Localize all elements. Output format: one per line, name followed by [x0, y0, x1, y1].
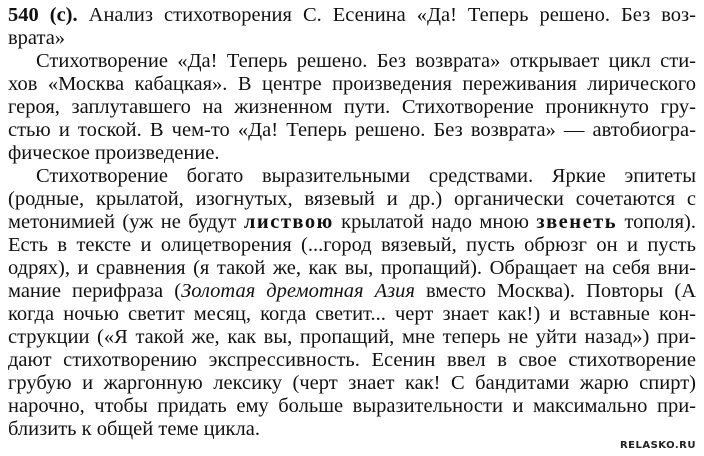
paragraph-2-line-9: дают стихотворению экспрессивность. Есенин ввел в свое стихотворение	[8, 349, 696, 371]
text-segment: метонимией (уж не будут	[8, 211, 244, 233]
paragraph-2-line-1: Стихотворение богато выразительными средствами. Яркие эпитеты	[36, 165, 696, 187]
emphasized-word: листвою	[243, 211, 334, 233]
text-segment: тополя).	[617, 211, 696, 233]
exercise-title: Анализ стихотворения С. Есенина «Да! Теперь решено. Без воз-	[77, 4, 696, 26]
emphasized-word: звенеть	[536, 211, 618, 233]
paragraph-2-line-3	[8, 211, 696, 233]
paragraph-1-line-1: Стихотворение «Да! Теперь решено. Без возврата» открывает цикл сти-	[36, 50, 696, 72]
text-segment: крылатой надо мною	[333, 211, 537, 233]
italic-phrase: Золотая дремотная Азия	[181, 280, 415, 302]
exercise-heading	[8, 4, 696, 26]
text-segment: вместо Москва). Повторы (А	[414, 280, 697, 302]
paragraph-2-line-4: Есть в тексте и олицетворения (...город вязевый, пусть обрюзг он и пусть	[8, 234, 696, 256]
paragraph-1-line-5: фическое произведение.	[8, 142, 220, 164]
paragraph-2-line-2: (родные, крылатой, изогнутых, вязевый и др.) органически сочетаются с	[8, 188, 696, 210]
paragraph-2-line-5: одрях), и сравнения (я такой же, как вы, пропащий). Обращает на себя вни-	[8, 257, 696, 279]
paragraph-2-line-7: когда ночью светит месяц, когда светит... черт знает как!) и вставные кон-	[8, 303, 696, 325]
paragraph-1-line-2: хов «Москва кабацкая». В центре произведения переживания лирического	[8, 73, 696, 95]
paragraph-2-line-6	[8, 280, 696, 302]
watermark: RELASKO.RU	[619, 440, 696, 451]
paragraph-2-line-10: грубую и жаргонную лексику (черт знает как! С бандитами жарю спирт)	[8, 372, 696, 394]
paragraph-2-line-11: нарочно, чтобы придать ему больше выразительности и максимально при-	[8, 395, 696, 417]
paragraph-1-line-4: стью и тоской. В чем-то «Да! Теперь решено. Без возврата» — автобиогра-	[8, 119, 696, 141]
paragraph-2-line-8: струкции («Я такой же, как вы, пропащий, мне теперь не уйти назад») при-	[8, 326, 696, 348]
paragraph-2-line-12: близить к общей теме цикла.	[8, 418, 260, 440]
exercise-title-continued: врата»	[8, 27, 66, 49]
paragraph-1-line-3: героя, заплутавшего на жизненном пути. Стихотворение проникнуто гру-	[8, 96, 696, 118]
text-segment: мание перифраза (	[8, 280, 182, 302]
exercise-number: 540 (с).	[8, 4, 78, 26]
